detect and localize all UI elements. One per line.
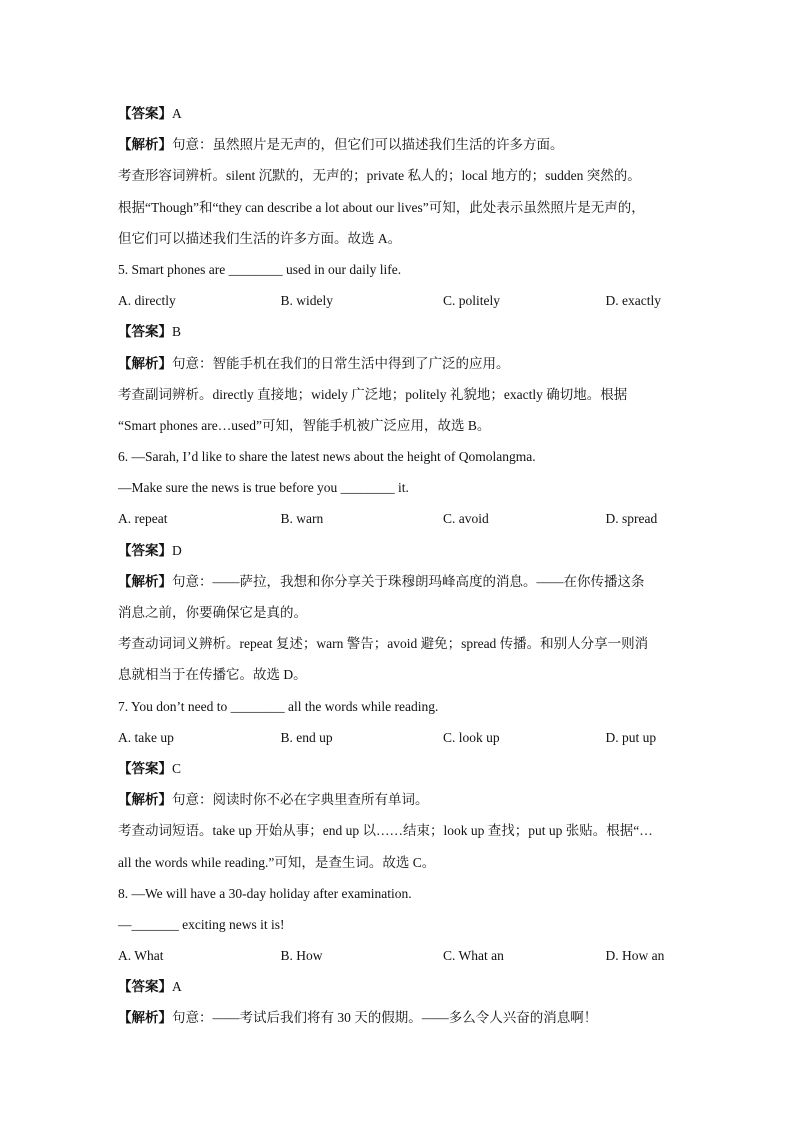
option-d: D. How an [605, 948, 665, 964]
option-c: C. avoid [443, 511, 489, 527]
answer-tag: 【答案】 [118, 760, 172, 777]
option-b: B. widely [280, 293, 333, 309]
answer-tag: 【答案】 [118, 106, 172, 122]
text-line: 8. —We will have a 30-day holiday after examination. [118, 885, 412, 901]
answer-tag: 【答案】 [118, 542, 172, 559]
analysis-tag: 【解析】 [118, 792, 172, 809]
analysis-tag: 【解析】 [118, 573, 172, 590]
text-line: 消息之前，你要确保它是真的。 [118, 605, 307, 620]
analysis-tag: 【解析】 [118, 355, 172, 372]
text-line: 5. Smart phones are ________ used in our daily life. [118, 261, 402, 277]
option-d: D. put up [605, 729, 657, 745]
text-line: —_______ exciting news it is! [118, 916, 285, 932]
option-d: D. exactly [605, 293, 661, 309]
text-line: 考查副词辨析。directly 直接地；widely 广泛地；politely 礼貌地；exactly 确切地。根据 [118, 386, 628, 402]
answer-value: A [172, 979, 182, 995]
option-a: A. take up [118, 729, 174, 745]
option-b: B. How [280, 948, 323, 964]
analysis-line [118, 1002, 678, 1033]
option-b: B. end up [280, 729, 333, 745]
text-line: 考查动词词义辨析。repeat 复述；warn 警告；avoid 避免；spread 传播。和别人分享一则消 [118, 636, 649, 652]
answer-value: A [172, 106, 182, 121]
analysis-line [118, 566, 678, 597]
answer-line [118, 98, 678, 129]
analysis-text: 句意：虽然照片是无声的，但它们可以描述我们生活的许多方面。 [172, 137, 564, 153]
answer-line [118, 535, 678, 566]
option-a: A. directly [118, 293, 176, 309]
analysis-tag: 【解析】 [118, 137, 172, 154]
option-c: C. look up [443, 729, 500, 745]
text-line: 考查动词短语。take up 开始从事；end up 以……结束；look up 查找；put up 张贴。根据“… [118, 823, 653, 839]
analysis-text: 句意：——考试后我们将有 30 天的假期。——多么令人兴奋的消息啊！ [172, 1010, 598, 1026]
answer-options [118, 940, 678, 971]
text-line: 考查形容词辨析。silent 沉默的，无声的；private 私人的；local 地方的；sudden 突然的。 [118, 168, 641, 184]
analysis-line [118, 348, 678, 379]
document-page [118, 98, 678, 1034]
analysis-text: 句意：阅读时你不必在字典里查所有单词。 [172, 792, 429, 808]
analysis-text: 句意：智能手机在我们的日常生活中得到了广泛的应用。 [172, 355, 510, 371]
text-line: 但它们可以描述我们生活的许多方面。故选 A。 [118, 230, 402, 246]
answer-line [118, 316, 678, 347]
option-d: D. spread [605, 511, 658, 527]
option-a: A. repeat [118, 511, 168, 527]
answer-line [118, 753, 678, 784]
option-b: B. warn [280, 511, 324, 527]
analysis-line [118, 784, 678, 815]
analysis-line [118, 129, 678, 160]
answer-options [118, 285, 678, 316]
answer-line [118, 971, 678, 1002]
text-line: all the words while reading.”可知，是查生词。故选 C。 [118, 854, 436, 870]
text-line: 6. —Sarah, I’d like to share the latest news about the height of Qomolangma. [118, 449, 536, 465]
option-c: C. politely [443, 293, 500, 309]
text-line: —Make sure the news is true before you ________ it. [118, 480, 409, 496]
text-line: 7. You don’t need to ________ all the words while reading. [118, 698, 439, 714]
answer-value: C [172, 760, 182, 776]
answer-tag: 【答案】 [118, 324, 172, 341]
text-line: 根据“Though”和“they can describe a lot about our lives”可知，此处表示虽然照片是无声的， [118, 199, 645, 215]
text-line: “Smart phones are…used”可知，智能手机被广泛应用，故选 B。 [118, 417, 491, 433]
option-c: C. What an [443, 948, 504, 964]
option-a: A. What [118, 948, 164, 964]
answer-value: D [172, 542, 182, 558]
analysis-tag: 【解析】 [118, 1010, 172, 1027]
answer-tag: 【答案】 [118, 979, 172, 996]
analysis-text: 句意：——萨拉，我想和你分享关于珠穆朗玛峰高度的消息。——在你传播这条 [172, 573, 645, 589]
answer-options [118, 722, 678, 753]
answer-options [118, 503, 678, 534]
text-line: 息就相当于在传播它。故选 D。 [118, 667, 307, 683]
answer-value: B [172, 324, 182, 340]
